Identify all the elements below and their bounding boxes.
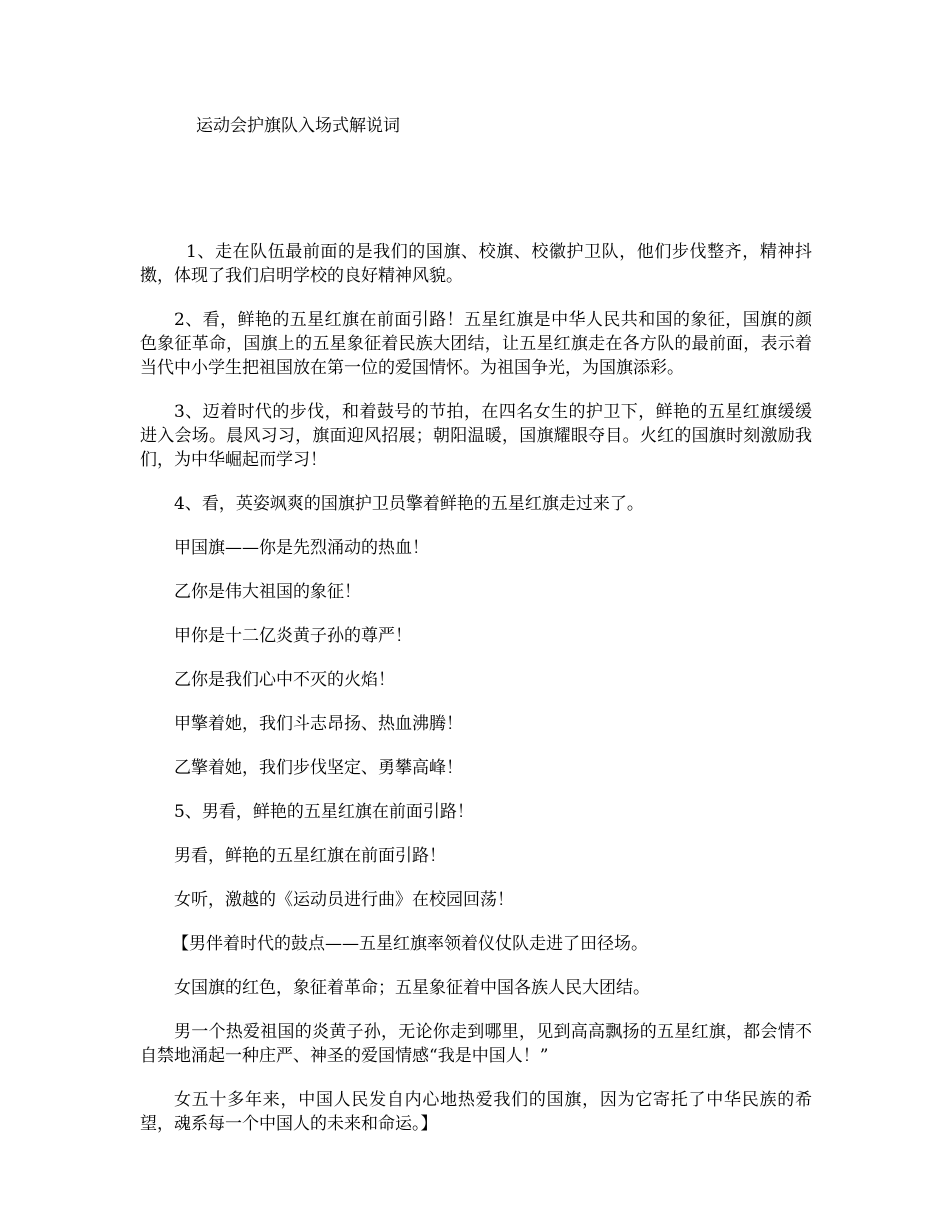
dialogue-line: 甲国旗——你是先烈涌动的热血！ xyxy=(174,538,429,558)
paragraph-2: 2、看，鲜艳的五星红旗在前面引路！五星红旗是中华人民共和国的象征，国旗的颜色象征革命，国旗上的五星象征着民族大团结，让五星红旗走在各方队的最前面，表示着当代中小学生把祖国放在第一位的爱国情怀。为祖国争光，为国旗添彩。 xyxy=(140,310,812,378)
paragraph-4: 4、看，英姿飒爽的国旗护卫员擎着鲜艳的五星红旗走过来了。 xyxy=(174,494,644,514)
paragraph-5: 5、男看，鲜艳的五星红旗在前面引路！ xyxy=(174,802,474,822)
paragraph-1: 1、走在队伍最前面的是我们的国旗、校旗、校徽护卫队，他们步伐整齐，精神抖擞，体现了我们启明学校的良好精神风貌。 xyxy=(140,242,812,286)
dialogue-line: 女五十多年来，中国人民发自内心地热爱我们的国旗，因为它寄托了中华民族的希望，魂系每一个中国人的未来和命运。】 xyxy=(140,1090,812,1134)
dialogue-line: 甲擎着她，我们斗志昂扬、热血沸腾！ xyxy=(174,714,463,734)
paragraph-3: 3、迈着时代的步伐，和着鼓号的节拍，在四名女生的护卫下，鲜艳的五星红旗缓缓进入会场。晨风习习，旗面迎风招展；朝阳温暖，国旗耀眼夺目。火红的国旗时刻激励我们，为中华崛起而学习！ xyxy=(140,402,812,470)
dialogue-line: 【男伴着时代的鼓点——五星红旗率领着仪仗队走进了田径场。 xyxy=(172,934,648,954)
dialogue-line: 女听，激越的《运动员进行曲》在校园回荡！ xyxy=(174,890,514,910)
dialogue-line: 乙擎着她，我们步伐坚定、勇攀高峰！ xyxy=(174,758,463,778)
document-title: 运动会护旗队入场式解说词 xyxy=(196,116,400,136)
dialogue-line: 甲你是十二亿炎黄子孙的尊严！ xyxy=(174,626,412,646)
dialogue-line: 女国旗的红色，象征着革命；五星象征着中国各族人民大团结。 xyxy=(174,978,650,998)
dialogue-line: 男看，鲜艳的五星红旗在前面引路！ xyxy=(174,846,446,866)
dialogue-line: 男一个热爱祖国的炎黄子孙，无论你走到哪里，见到高高飘扬的五星红旗，都会情不自禁地涌起一种庄严、神圣的爱国情感“我是中国人！” xyxy=(140,1022,812,1066)
dialogue-line: 乙你是我们心中不灭的火焰！ xyxy=(174,670,395,690)
document-body xyxy=(140,240,812,1156)
dialogue-line: 乙你是伟大祖国的象征！ xyxy=(174,582,361,602)
